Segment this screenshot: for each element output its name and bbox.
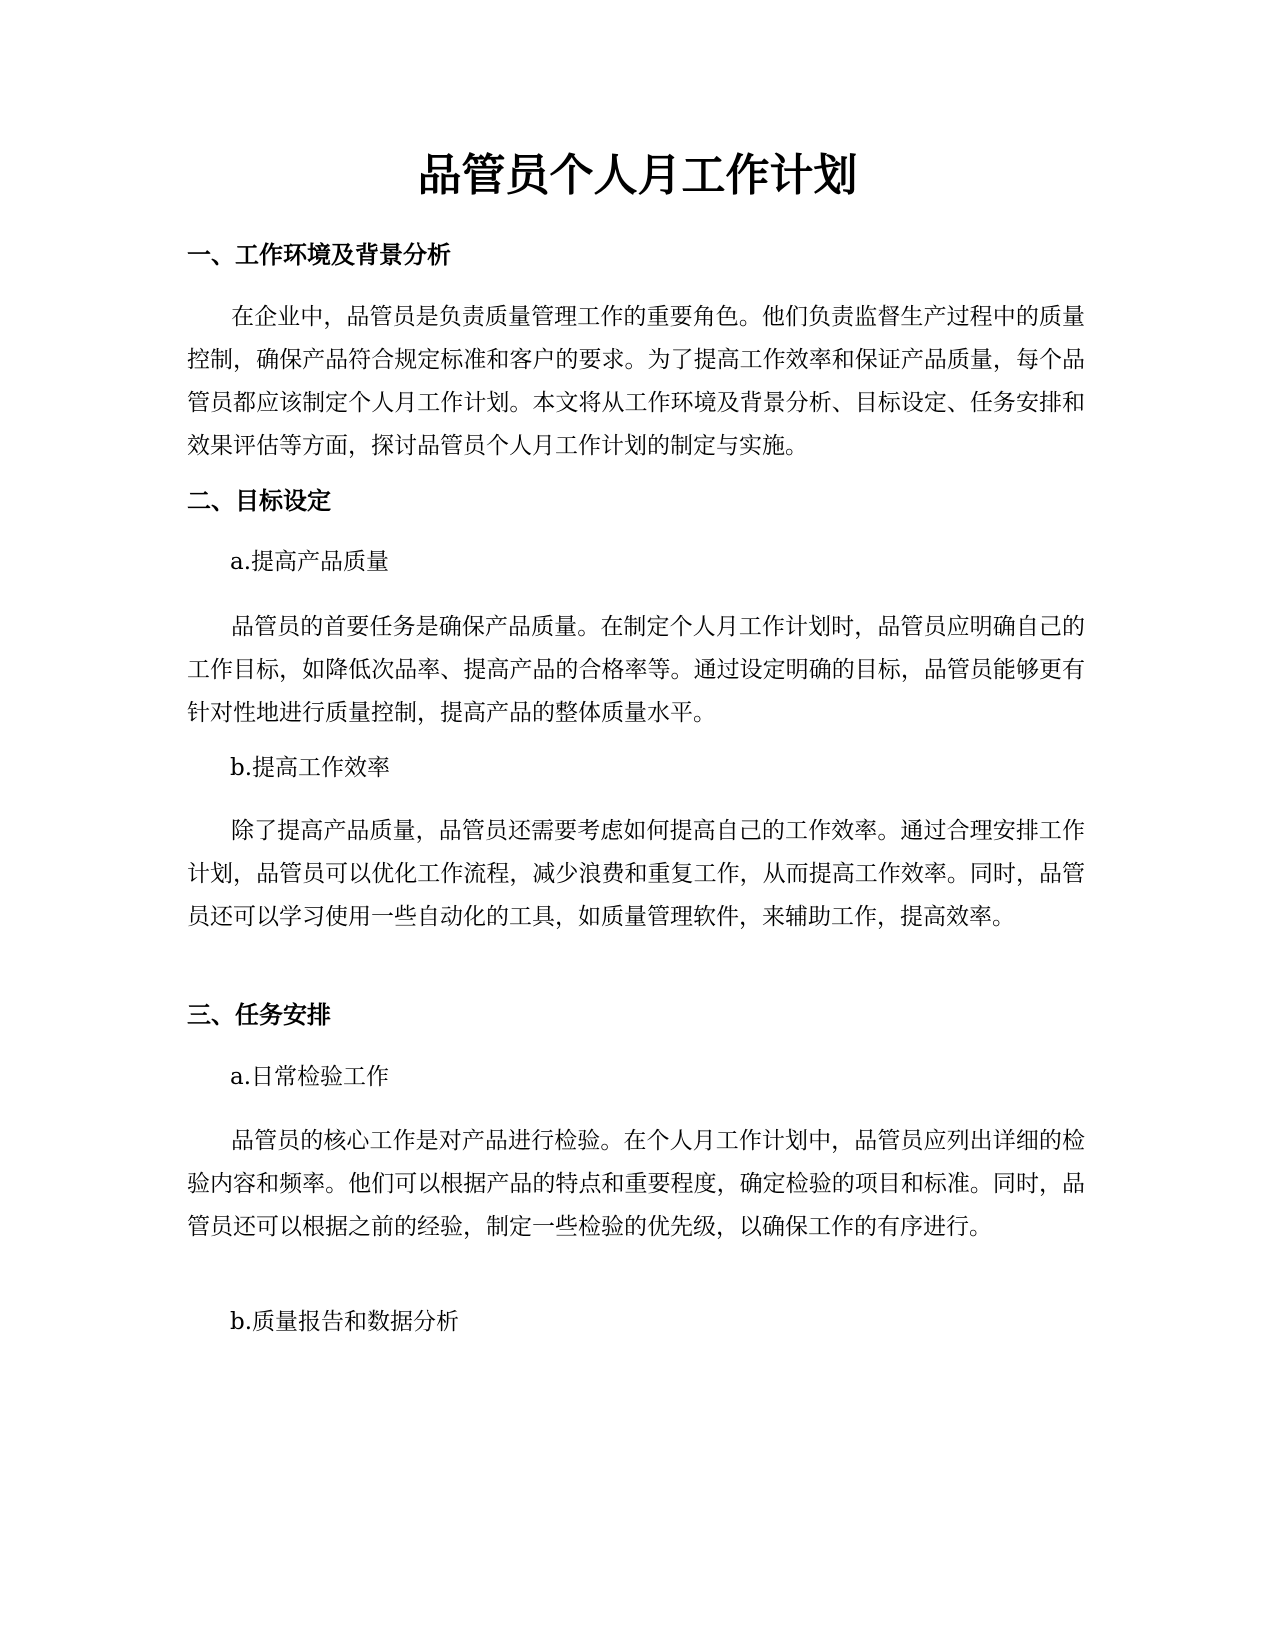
paragraph-inspection: 品管员的核心工作是对产品进行检验。在个人月工作计划中，品管员应列出详细的检验内容和频率。他们可以根据产品的特点和重要程度，确定检验的项目和标准。同时，品管员还可以根据之前的经验，制定一些检验的优先级，以确保工作的有序进行。 bbox=[187, 1128, 1085, 1240]
paragraph-environment: 在企业中，品管员是负责质量管理工作的重要角色。他们负责监督生产过程中的质量控制，确保产品符合规定标准和客户的要求。为了提高工作效率和保证产品质量，每个品管员都应该制定个人月工作计划。本文将从工作环境及背景分析、目标设定、任务安排和效果评估等方面，探讨品管员个人月工作计划的制定与实施。 bbox=[187, 304, 1085, 459]
paragraph-efficiency: 除了提高产品质量，品管员还需要考虑如何提高自己的工作效率。通过合理安排工作计划，品管员可以优化工作流程，减少浪费和重复工作，从而提高工作效率。同时，品管员还可以学习使用一些自动化的工具，如质量管理软件，来辅助工作，提高效率。 bbox=[187, 818, 1085, 930]
paragraph-quality: 品管员的首要任务是确保产品质量。在制定个人月工作计划时，品管员应明确自己的工作目标，如降低次品率、提高产品的合格率等。通过设定明确的目标，品管员能够更有针对性地进行质量控制，提高产品的整体质量水平。 bbox=[187, 614, 1085, 726]
page-title: 品管员个人月工作计划 bbox=[417, 150, 858, 201]
section-heading-goals: 二、目标设定 bbox=[187, 487, 331, 515]
subheading-reporting: b.质量报告和数据分析 bbox=[230, 1309, 460, 1335]
subheading-inspection: a.日常检验工作 bbox=[230, 1064, 390, 1090]
section-heading-environment: 一、工作环境及背景分析 bbox=[187, 241, 451, 269]
subheading-efficiency: b.提高工作效率 bbox=[230, 755, 391, 781]
section-heading-tasks: 三、任务安排 bbox=[187, 1001, 331, 1029]
subheading-quality: a.提高产品质量 bbox=[230, 549, 390, 575]
